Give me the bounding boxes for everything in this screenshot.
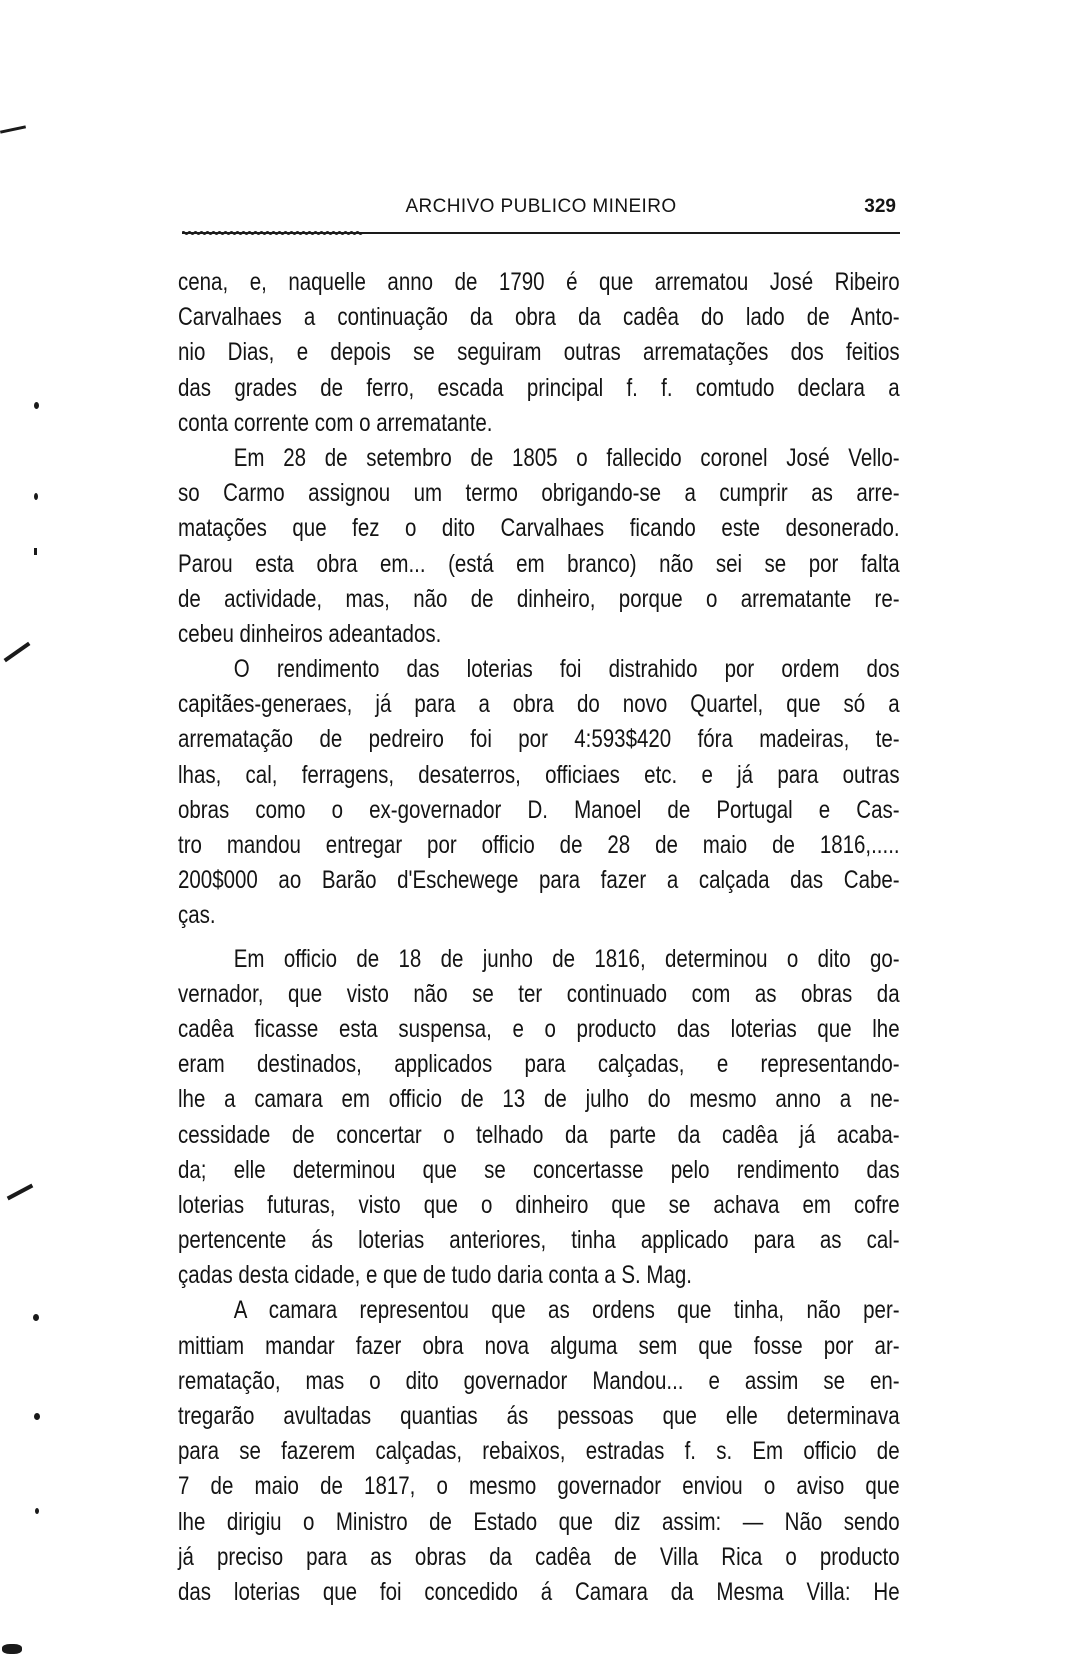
- text-line: das loterias que foi concedido á Camara da Mesma Villa: He: [178, 1577, 900, 1606]
- text-line: cena, e, naquelle anno de 1790 é que arrematou José Ribeiro: [178, 268, 900, 296]
- text-line: de actividade, mas, não de dinheiro, porque o arrematante re-: [178, 584, 900, 613]
- text-line: vernador, que visto não se ter continuado com as obras da: [178, 979, 900, 1008]
- text-line: lhe a camara em officio de 13 de julho do mesmo anno a ne-: [178, 1085, 900, 1114]
- text-line: tro mandou entregar por officio de 28 de maio de 1816,.....: [178, 831, 900, 859]
- scan-speck: [33, 1314, 39, 1321]
- text-line: A camara representou que as ordens que tinha, não per-: [233, 1296, 900, 1325]
- scan-speck: [2, 1644, 22, 1654]
- text-line: cebeu dinheiros adeantados.: [178, 619, 442, 648]
- scan-speck: [34, 493, 38, 500]
- text-line: O rendimento das loterias foi distrahido por ordem dos: [233, 655, 900, 684]
- text-line: lhas, cal, ferragens, desaterros, officiaes etc. e já para outras: [178, 760, 900, 789]
- scan-speck: [4, 642, 31, 662]
- scan-speck: [34, 1413, 40, 1420]
- text-line: loterias futuras, visto que o dinheiro que se achava em cofre: [178, 1190, 900, 1219]
- text-line: mittiam mandar fazer obra nova alguma sem que fosse por ar-: [178, 1331, 900, 1360]
- text-line: da; elle determinou que se concertasse pelo rendimento das: [178, 1155, 900, 1184]
- text-line: tregarão avultadas quantias ás pessoas que elle determinava: [178, 1402, 900, 1430]
- text-line: pertencente ás loterias anteriores, tinha applicado para as cal-: [178, 1226, 900, 1255]
- scan-speck: [34, 548, 37, 555]
- text-line: das grades de ferro, escada principal f. f. comtudo declara a: [178, 373, 900, 402]
- text-line: so Carmo assignou um termo obrigando-se a cumprir as arre-: [178, 479, 900, 508]
- text-line: Carvalhaes a continuação da obra da cadêa do lado de Anto-: [178, 303, 900, 332]
- text-line: Parou esta obra em... (está em branco) não sei se por falta: [178, 549, 900, 578]
- text-line: Em 28 de setembro de 1805 o fallecido coronel José Vello-: [233, 443, 900, 472]
- text-line: lhe dirigiu o Ministro de Estado que diz assim: — Não sendo: [178, 1507, 900, 1536]
- running-header: [182, 196, 900, 224]
- text-line: matações que fez o dito Carvalhaes ficando este desonerado.: [178, 514, 900, 543]
- text-line: 7 de maio de 1817, o mesmo governador enviou o aviso que: [178, 1472, 900, 1501]
- text-line: capitães-generaes, já para a obra do novo Quartel, que só a: [178, 690, 900, 719]
- text-line: 200$000 ao Barão d'Eschewege para fazer a calçada das Cabe-: [178, 866, 900, 895]
- body-text: [178, 265, 900, 1610]
- text-line: rematação, mas o dito governador Mandou... e assim se en-: [178, 1366, 900, 1395]
- text-line: obras como o ex-governador D. Manoel de Portugal e Cas-: [178, 795, 900, 824]
- scan-speck: [0, 125, 26, 133]
- text-line: nio Dias, e depois se seguiram outras arrematações dos feitios: [178, 338, 900, 367]
- page-number: 329: [864, 196, 896, 217]
- scan-speck: [34, 402, 39, 409]
- scan-speck: [35, 1508, 39, 1514]
- text-line: Em officio de 18 de junho de 1816, determinou o dito go-: [233, 944, 900, 973]
- text-line: çadas desta cidade, e que de tudo daria conta a S. Mag.: [178, 1261, 692, 1290]
- running-title: ARCHIVO PUBLICO MINEIRO: [405, 196, 677, 217]
- text-line: cessidade de concertar o telhado da parte da cadêa já acaba-: [178, 1120, 900, 1149]
- scan-speck: [7, 1184, 34, 1201]
- text-line: arrematação de pedreiro foi por 4:593$420 fóra madeiras, te-: [178, 725, 900, 754]
- text-line: conta corrente com o arrematante.: [178, 408, 493, 437]
- text-line: ças.: [178, 901, 216, 930]
- text-line: para se fazerem calçadas, rebaixos, estradas f. s. Em officio de: [178, 1437, 900, 1466]
- text-line: eram destinados, applicados para calçadas, e representando-: [178, 1050, 900, 1079]
- text-line: cadêa ficasse esta suspensa, e o producto das loterias que lhe: [178, 1014, 900, 1043]
- text-line: já preciso para as obras da cadêa de Villa Rica o producto: [178, 1542, 900, 1571]
- wavy-rule: [182, 231, 900, 235]
